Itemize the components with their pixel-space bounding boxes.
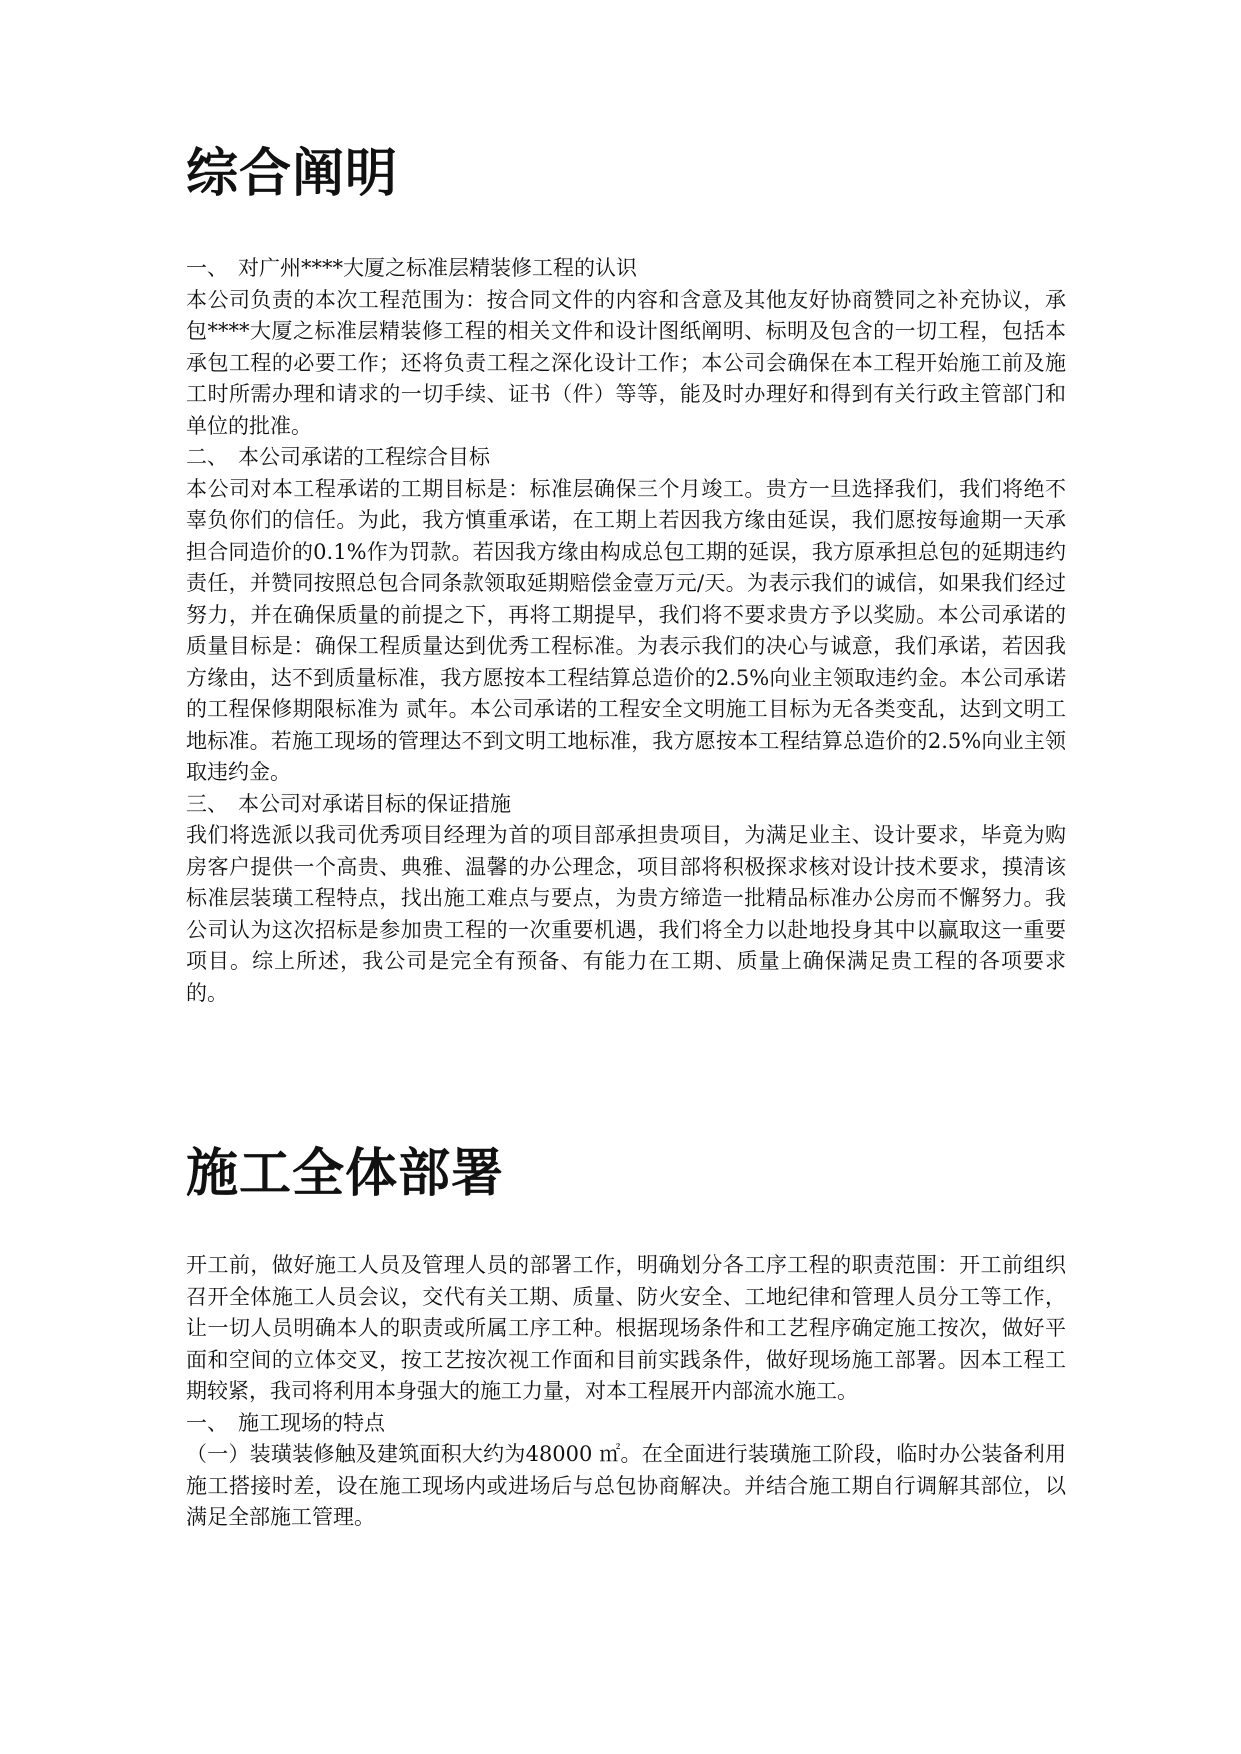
- subheading-guarantee-measures: [186, 789, 1066, 821]
- paragraph-commitment-goals: 本公司对本工程承诺的工期目标是：标准层确保三个月竣工。贵方一旦选择我们，我们将绝不辜负你们的信任。为此，我方慎重承诺，在工期上若因我方缘由延误，我们愿按每逾期一天承担合同造价的0.1%作为罚款。若因我方缘由构成总包工期的延误，我方原承担总包的延期违约责任，并赞同按照总包合同条款领取延期赔偿金壹万元/天。为表示我们的诚信，如果我们经过努力，并在确保质量的前提之下，再将工期提早，我们将不要求贵方予以奖励。本公司承诺的质量目标是：确保工程质量达到优秀工程标准。为表示我们的决心与诚意，我们承诺，若因我方缘由，达不到质量标准，我方愿按本工程结算总造价的2.5%向业主领取违约金。本公司承诺的工程保修期限标准为 贰年。本公司承诺的工程安全文明施工目标为无各类变乱，达到文明工地标准。若施工现场的管理达不到文明工地标准，我方愿按本工程结算总造价的2.5%向业主领取违约金。: [186, 476, 1066, 784]
- section-body-construction-deployment: [186, 1250, 1066, 1534]
- subheading-text: 施工现场的特点: [238, 1410, 385, 1435]
- paragraph-deployment: 开工前，做好施工人员及管理人员的部署工作，明确划分各工序工程的职责范围：开工前组织召开全体施工人员会议，交代有关工期、质量、防火安全、工地纪律和管理人员分工等工作，让一切人员明确本人的职责或所属工序工种。根据现场条件和工艺程序确定施工按次，做好平面和空间的立体交叉，按工艺按次视工作面和目前实践条件，做好现场施工部署。因本工程工期较紧，我司将利用本身强大的施工力量，对本工程展开内部流水施工。: [186, 1253, 1066, 1403]
- subheading-text: 对广州****大厦之标准层精装修工程的认识: [238, 256, 637, 280]
- subheading-number: 一、: [186, 1410, 228, 1435]
- subheading-text: 本公司对承诺目标的保证措施: [238, 791, 511, 816]
- paragraph-scope: 本公司负责的本次工程范围为：按合同文件的内容和含意及其他友好协商赞同之补充协议，承包****大厦之标准层精装修工程的相关文件和设计图纸阐明、标明及包含的一切工程，包括本承包工程的必要工作；还将负责工程之深化设计工作；本公司会确保在本工程开始施工前及施工时所需办理和请求的一切手续、证书（件）等等，能及时办理好和得到有关行政主管部门和单位的批准。: [186, 287, 1066, 438]
- subheading-number: 二、: [186, 445, 228, 469]
- subheading-commitment-goals: [186, 442, 1066, 474]
- section-title-construction-deployment: 施工全体部署: [186, 1143, 505, 1204]
- subheading-text: 本公司承诺的工程综合目标: [238, 445, 490, 469]
- subheading-understanding: [186, 253, 1066, 285]
- subheading-number: 一、: [186, 256, 228, 280]
- paragraph-site-features: （一）装璜装修触及建筑面积大约为48000 ㎡。在全面进行装璜施工阶段，临时办公装备利用施工搭接时差，设在施工现场内或进场后与总包协商解决。并结合施工期自行调解其部位，以满足全部施工管理。: [186, 1442, 1066, 1529]
- section-title-comprehensive-description: 综合阐明: [186, 143, 399, 204]
- subheading-number: 三、: [186, 791, 228, 816]
- section-body-comprehensive-description: [186, 253, 1066, 1009]
- paragraph-guarantee-measures: 我们将选派以我司优秀项目经理为首的项目部承担贵项目，为满足业主、设计要求，毕竟为购房客户提供一个高贵、典雅、温馨的办公理念，项目部将积极探求核对设计技术要求，摸清该标准层装璜工程特点，找出施工难点与要点，为贵方缔造一批精品标准办公房而不懈努力。我公司认为这次招标是参加贵工程的一次重要机遇，我们将全力以赴地投身其中以赢取这一重要项目。综上所述，我公司是完全有预备、有能力在工期、质量上确保满足贵工程的各项要求的。: [186, 823, 1066, 1005]
- subheading-site-features: [186, 1408, 1066, 1440]
